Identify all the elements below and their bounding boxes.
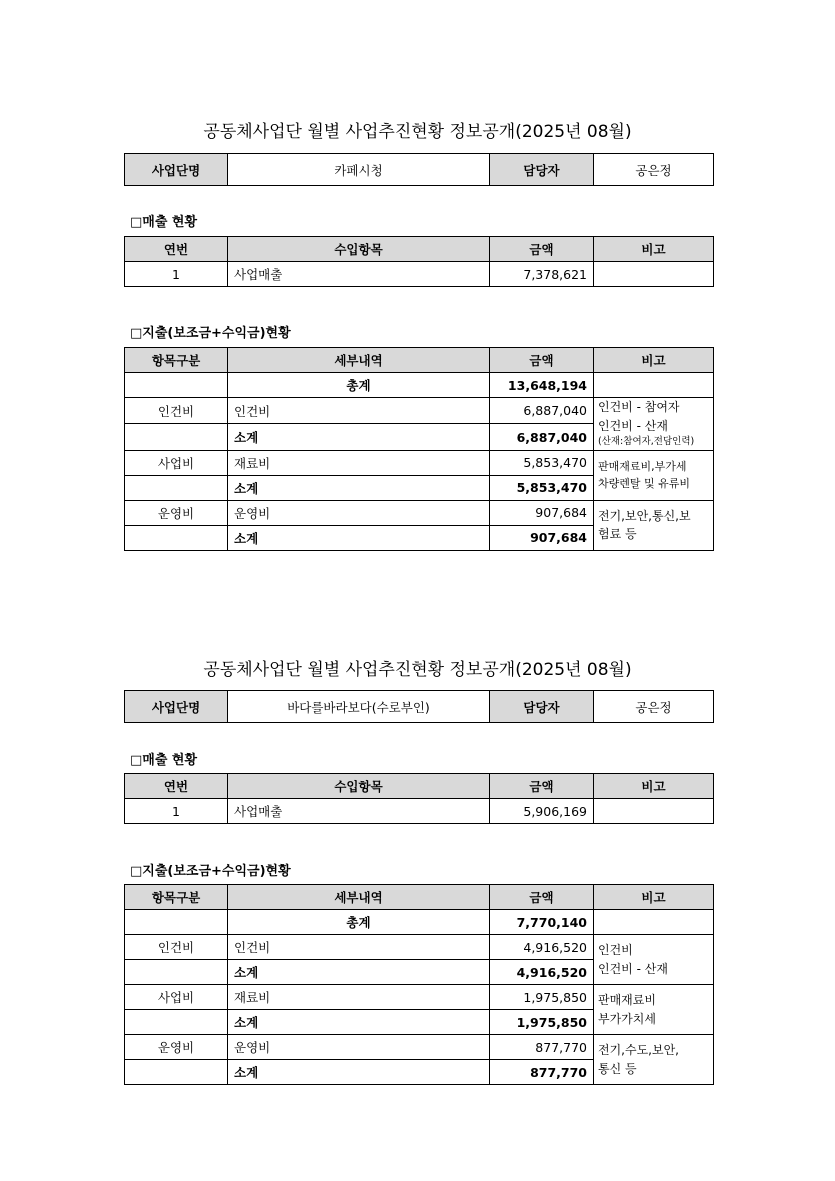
note xyxy=(594,500,714,550)
note-line: 차량렌탈 및 유류비 xyxy=(598,477,691,491)
col-header: 항목구분 xyxy=(125,348,228,373)
amount: 907,684 xyxy=(490,500,594,525)
biz-name-value: 바다를바라보다(수로부인) xyxy=(228,691,490,723)
note xyxy=(594,1035,714,1085)
revenue-item: 사업매출 xyxy=(228,799,490,824)
subtotal-amount: 5,853,470 xyxy=(490,475,594,500)
table-row xyxy=(125,450,714,475)
table-row xyxy=(125,500,714,525)
table-row xyxy=(125,935,714,960)
subtotal-label: 소계 xyxy=(228,424,490,450)
table-row xyxy=(125,1035,714,1060)
report-1-revenue-heading: □매출 현황 xyxy=(130,215,198,230)
table-row xyxy=(125,985,714,1010)
table-row xyxy=(125,398,714,424)
note-line: 전기,보안,통신,보 xyxy=(598,508,691,523)
table-row xyxy=(125,262,714,287)
note xyxy=(594,935,714,985)
note-line: 인건비 xyxy=(598,942,633,957)
category: 인건비 xyxy=(125,398,228,424)
biz-name-value: 카페시청 xyxy=(228,154,490,186)
biz-name-label: 사업단명 xyxy=(125,691,228,723)
note-line: 인건비 - 산재 xyxy=(598,418,668,433)
note-line: 인건비 - 산재 xyxy=(598,961,668,976)
amount: 1,975,850 xyxy=(490,985,594,1010)
note xyxy=(594,985,714,1035)
revenue-item: 사업매출 xyxy=(228,262,490,287)
total-row xyxy=(125,373,714,398)
col-header: 수입항목 xyxy=(228,774,490,799)
report-2-expense-table xyxy=(124,884,713,1085)
note xyxy=(594,450,714,500)
note-line: (산재:참여자,전담인력) xyxy=(598,436,695,448)
detail: 인건비 xyxy=(228,935,490,960)
note-line: 판매재료비,부가세 xyxy=(598,460,687,474)
revenue-note xyxy=(594,262,714,287)
col-header: 비고 xyxy=(594,237,714,262)
note-line: 험료 등 xyxy=(598,527,637,542)
amount: 5,853,470 xyxy=(490,450,594,475)
subtotal-label: 소계 xyxy=(228,1060,490,1085)
row-number: 1 xyxy=(125,262,228,287)
manager-value: 공은정 xyxy=(594,691,714,723)
col-header: 수입항목 xyxy=(228,237,490,262)
note xyxy=(594,398,714,451)
revenue-amount: 5,906,169 xyxy=(490,799,594,824)
col-header: 비고 xyxy=(594,885,714,910)
amount: 877,770 xyxy=(490,1035,594,1060)
biz-name-label: 사업단명 xyxy=(125,154,228,186)
report-2-revenue-heading: □매출 현황 xyxy=(130,753,198,768)
note-line: 통신 등 xyxy=(598,1061,637,1076)
manager-value: 공은정 xyxy=(594,154,714,186)
col-header: 비고 xyxy=(594,348,714,373)
col-header: 연번 xyxy=(125,237,228,262)
amount: 4,916,520 xyxy=(490,935,594,960)
manager-label: 담당자 xyxy=(490,154,594,186)
subtotal-amount: 907,684 xyxy=(490,525,594,550)
detail: 인건비 xyxy=(228,398,490,424)
revenue-amount: 7,378,621 xyxy=(490,262,594,287)
detail: 재료비 xyxy=(228,450,490,475)
manager-label: 담당자 xyxy=(490,691,594,723)
total-label: 총계 xyxy=(228,910,490,935)
subtotal-label: 소계 xyxy=(228,475,490,500)
col-header: 세부내역 xyxy=(228,348,490,373)
col-header: 금액 xyxy=(490,774,594,799)
col-header: 세부내역 xyxy=(228,885,490,910)
report-2-expense-heading: □지출(보조금+수익금)현황 xyxy=(130,864,291,879)
report-1-header xyxy=(124,153,713,186)
note-line: 인건비 - 참여자 xyxy=(598,400,680,414)
amount: 6,887,040 xyxy=(490,398,594,424)
report-2-title: 공동체사업단 월별 사업추진현황 정보공개(2025년 08월) xyxy=(203,660,632,680)
note-line: 판매재료비 xyxy=(598,992,656,1007)
category: 사업비 xyxy=(125,450,228,475)
revenue-note xyxy=(594,799,714,824)
detail: 운영비 xyxy=(228,1035,490,1060)
category: 사업비 xyxy=(125,985,228,1010)
category: 운영비 xyxy=(125,500,228,525)
total-amount: 13,648,194 xyxy=(490,373,594,398)
col-header: 금액 xyxy=(490,237,594,262)
detail: 운영비 xyxy=(228,500,490,525)
category: 인건비 xyxy=(125,935,228,960)
report-1-expense-heading: □지출(보조금+수익금)현황 xyxy=(130,326,291,341)
note-line: 부가가치세 xyxy=(598,1011,656,1026)
report-1-expense-table xyxy=(124,347,713,551)
subtotal-label: 소계 xyxy=(228,1010,490,1035)
col-header: 금액 xyxy=(490,348,594,373)
subtotal-amount: 4,916,520 xyxy=(490,960,594,985)
col-header: 비고 xyxy=(594,774,714,799)
subtotal-amount: 6,887,040 xyxy=(490,424,594,450)
subtotal-label: 소계 xyxy=(228,525,490,550)
total-row xyxy=(125,910,714,935)
total-amount: 7,770,140 xyxy=(490,910,594,935)
col-header: 연번 xyxy=(125,774,228,799)
report-1-title: 공동체사업단 월별 사업추진현황 정보공개(2025년 08월) xyxy=(203,122,632,142)
col-header: 항목구분 xyxy=(125,885,228,910)
total-label: 총계 xyxy=(228,373,490,398)
table-row xyxy=(125,799,714,824)
detail: 재료비 xyxy=(228,985,490,1010)
report-2-header xyxy=(124,690,713,723)
subtotal-amount: 877,770 xyxy=(490,1060,594,1085)
report-2-revenue-table xyxy=(124,773,713,824)
subtotal-amount: 1,975,850 xyxy=(490,1010,594,1035)
subtotal-label: 소계 xyxy=(228,960,490,985)
report-1-revenue-table xyxy=(124,236,713,287)
col-header: 금액 xyxy=(490,885,594,910)
row-number: 1 xyxy=(125,799,228,824)
note-line: 전기,수도,보안, xyxy=(598,1042,679,1057)
category: 운영비 xyxy=(125,1035,228,1060)
